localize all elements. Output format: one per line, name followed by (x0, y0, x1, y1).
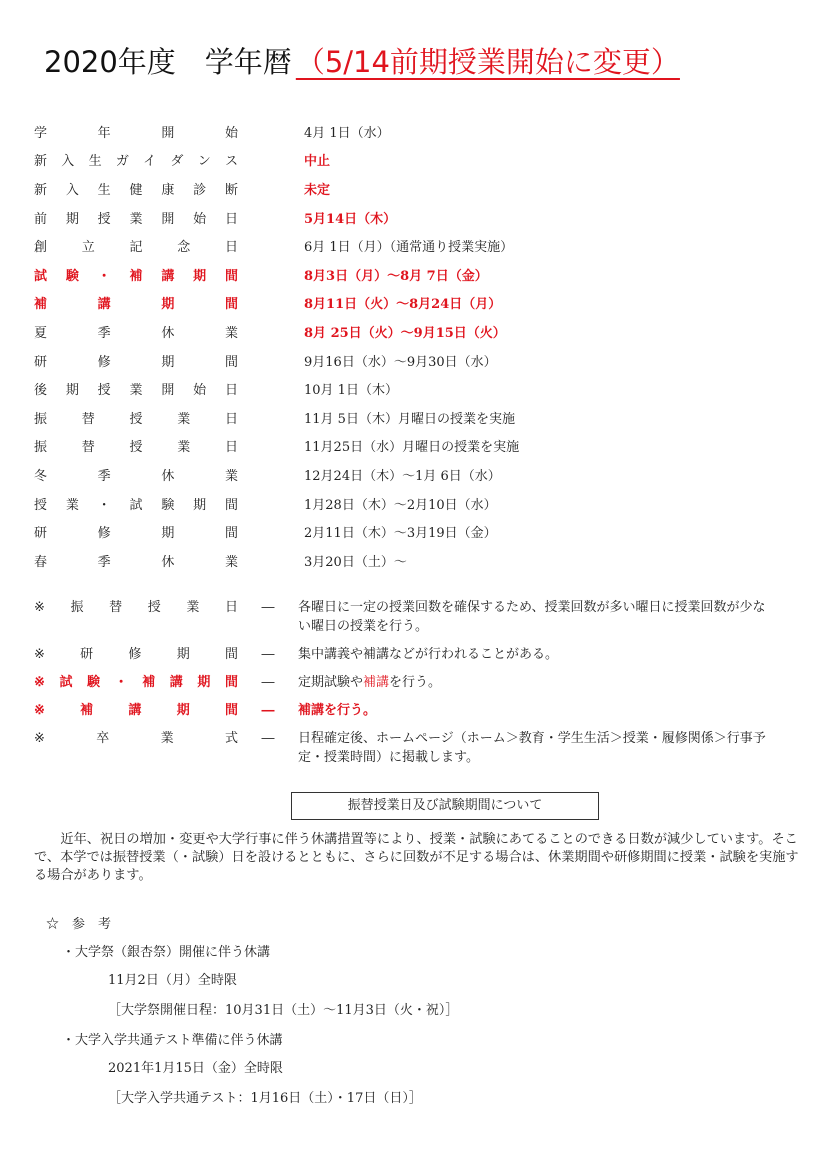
note-label-char: 修 (128, 647, 142, 662)
note-row (34, 701, 768, 720)
schedule-row (34, 460, 519, 489)
schedule-label-char: 振 (34, 440, 48, 456)
schedule-label-char: 立 (81, 240, 95, 256)
schedule-row (34, 146, 519, 175)
schedule-value: 3月20日（土）～ (304, 554, 407, 570)
schedule-label-char: 験 (65, 268, 79, 284)
schedule-row (34, 174, 519, 203)
schedule-label-char: 業 (224, 554, 238, 570)
schedule-label-char: 生 (97, 182, 111, 198)
reference-item-1-detail: ［大学祭開催日程：10月31日（土）～11月3日（火・祝）］ (108, 1003, 459, 1018)
note-dash: ― (261, 675, 275, 690)
schedule-row (34, 117, 519, 146)
schedule-row (34, 403, 519, 432)
note-label-char: 卒 (96, 731, 110, 746)
schedule-label-char: ス (224, 154, 238, 170)
schedule-row (34, 517, 519, 546)
note-row (34, 673, 768, 692)
schedule-label-char: 期 (161, 526, 175, 542)
note-label-char: 間 (224, 675, 238, 690)
schedule-label-char: 日 (224, 411, 238, 427)
schedule-label-char: 季 (97, 325, 111, 341)
schedule-label-char: 春 (34, 554, 48, 570)
schedule-label-char: 日 (224, 383, 238, 399)
schedule-label-char: 補 (34, 297, 48, 313)
schedule-label-char: 替 (81, 411, 95, 427)
schedule-label-char: 修 (97, 526, 111, 542)
schedule-label-char: 開 (161, 383, 175, 399)
schedule-label-char: ダ (170, 154, 184, 170)
schedule-row (34, 489, 519, 518)
note-label-char: 授 (147, 600, 161, 615)
schedule-label-char: 期 (65, 211, 79, 227)
schedule-label-char: 期 (193, 497, 207, 513)
schedule-label-char: 講 (161, 268, 175, 284)
schedule-label-char: 期 (65, 383, 79, 399)
note-label-char: 期 (176, 703, 190, 718)
note-label-char: 試 (59, 675, 73, 690)
reference-item-2-detail: ［大学入学共通テスト：1月16日（土）・17日（日）］ (108, 1091, 422, 1106)
schedule-label-char: 年 (97, 125, 111, 141)
explanation-paragraph: 近年、祝日の増加・変更や大学行事に伴う休講措置等により、授業・試験にあてることのできる日数が減少しています。そこで、本学では振替授業（・試験）日を設けるとともに、さらに回数が不足する場合は、休業期間や研修期間に授業・試験を実施する場合があります。 (34, 832, 799, 883)
note-text: 各曜日に一定の授業回数を確保するため、授業回数が多い曜日に授業回数が少ない曜日の授業を行う。 (298, 600, 766, 634)
notes-list (34, 598, 768, 776)
schedule-value: 6月 1日（月）（通常通り授業実施） (304, 240, 514, 256)
schedule-label (34, 408, 238, 427)
schedule-label-char: 始 (224, 125, 238, 141)
schedule-label-char: 業 (224, 468, 238, 484)
schedule-label (34, 465, 238, 484)
schedule-value: 12月24日（木）～1月 6日（水） (304, 468, 501, 484)
schedule-label-char: 新 (34, 154, 48, 170)
schedule-label-char: 試 (129, 497, 143, 513)
schedule-label-char: 日 (224, 440, 238, 456)
reference-section (46, 913, 458, 1117)
note-label-char: 講 (169, 675, 183, 690)
schedule-label-char: 間 (224, 354, 238, 370)
schedule-label-char: 念 (177, 240, 191, 256)
schedule-value: 1月28日（木）～2月10日（水） (304, 497, 497, 513)
schedule-label-char: 期 (193, 268, 207, 284)
schedule-label-char: 入 (61, 154, 75, 170)
note-text: 定期試験や補講を行う。 (298, 675, 442, 690)
note-label-char: 研 (80, 647, 94, 662)
schedule-label-char: 康 (161, 182, 175, 198)
schedule-label-char: 開 (161, 211, 175, 227)
schedule-value: 2月11日（木）～3月19日（金） (304, 526, 497, 542)
schedule-label-char: 始 (193, 383, 207, 399)
note-label-char: 期 (197, 675, 211, 690)
schedule-row (34, 231, 519, 260)
schedule-row (34, 546, 519, 575)
schedule-label-char: 始 (193, 211, 207, 227)
schedule-label (34, 436, 238, 455)
note-dash: ― (261, 647, 275, 662)
schedule-label (34, 293, 238, 312)
schedule-label-char: 入 (65, 182, 79, 198)
reference-item-2-date: 2021年1月15日（金）全時限 (108, 1061, 283, 1076)
note-label (34, 729, 238, 767)
schedule-label-char: 後 (34, 383, 48, 399)
page-title (44, 40, 680, 80)
schedule-row (34, 289, 519, 318)
note-label-char: ※ (34, 600, 45, 615)
schedule-label-char: 間 (224, 526, 238, 542)
schedule-label-char: 講 (97, 297, 111, 313)
schedule-value: 11月 5日（木）月曜日の授業を実施 (304, 411, 515, 427)
schedule-label-char: 授 (129, 440, 143, 456)
schedule-label-char: 新 (34, 182, 48, 198)
note-label-char: 式 (224, 731, 238, 746)
note-label-char: ※ (34, 703, 45, 718)
note-label-char: 振 (70, 600, 84, 615)
schedule-label (34, 208, 238, 227)
schedule-value: 8月11日（火）～8月24日（月） (304, 297, 502, 313)
note-text: 日程確定後、ホームページ（ホーム＞教育・学生生活＞授業・履修関係＞行事予定・授業時間）に掲載します。 (298, 731, 766, 765)
schedule-label-char: ・ (97, 497, 111, 513)
note-dash: ― (261, 703, 275, 718)
schedule-row (34, 260, 519, 289)
schedule-label (34, 179, 238, 198)
note-label-char: 替 (109, 600, 123, 615)
schedule-label-char: 夏 (34, 325, 48, 341)
note-row (34, 645, 768, 664)
note-label (34, 701, 238, 720)
schedule-row (34, 346, 519, 375)
schedule-label-char: 期 (161, 354, 175, 370)
title-change-note: （5/14前期授業開始に変更） (295, 45, 680, 79)
schedule-label (34, 351, 238, 370)
schedule-label-char: 業 (177, 440, 191, 456)
note-label-char: 間 (224, 703, 238, 718)
schedule-row (34, 203, 519, 232)
schedule-label-char: 研 (34, 354, 48, 370)
schedule-label-char: 授 (34, 497, 48, 513)
title-main: 2020年度 学年暦 (44, 45, 292, 79)
schedule-label-char: 業 (129, 211, 143, 227)
schedule-value: 4月 1日（水） (304, 125, 390, 141)
schedule-value: 10月 1日（木） (304, 383, 398, 399)
schedule-label-char: 業 (129, 383, 143, 399)
schedule-label-char: 休 (161, 554, 175, 570)
note-label-char: 補 (142, 675, 156, 690)
schedule-label (34, 522, 238, 541)
note-row (34, 598, 768, 636)
note-label (34, 598, 238, 636)
boxed-heading: 振替授業日及び試験期間について (291, 792, 599, 820)
schedule-label-char: 間 (224, 297, 238, 313)
schedule-label-char: 間 (224, 268, 238, 284)
schedule-label-char: ガ (115, 154, 129, 170)
schedule-label-char: 授 (97, 383, 111, 399)
note-text-highlight: 補講 (363, 675, 390, 690)
schedule-label-char: 業 (65, 497, 79, 513)
reference-heading: ☆ 参 考 (46, 917, 112, 932)
schedule-label (34, 150, 238, 169)
note-label-char: 補 (80, 703, 94, 718)
schedule-label-char: 休 (161, 468, 175, 484)
schedule-label-char: 授 (97, 211, 111, 227)
note-label-char: 間 (224, 647, 238, 662)
schedule-label-char: 前 (34, 211, 48, 227)
schedule-value: 中止 (304, 154, 331, 170)
schedule-value: 未定 (304, 182, 331, 198)
schedule-label-char: 日 (224, 240, 238, 256)
schedule-label-char: 間 (224, 497, 238, 513)
note-label-char: 期 (176, 647, 190, 662)
schedule-label-char: 開 (161, 125, 175, 141)
schedule-label-char: 振 (34, 411, 48, 427)
schedule-table (34, 117, 519, 575)
note-label-char: 験 (87, 675, 101, 690)
schedule-label (34, 551, 238, 570)
note-label-char: ※ (34, 647, 45, 662)
schedule-label-char: 業 (177, 411, 191, 427)
note-label (34, 673, 238, 692)
schedule-label-char: 冬 (34, 468, 48, 484)
reference-item-1-title: ・大学祭（銀杏祭）開催に伴う休講 (62, 945, 271, 960)
schedule-value: 9月16日（水）～9月30日（水） (304, 354, 497, 370)
schedule-label-char: 創 (34, 240, 48, 256)
schedule-label-char: 日 (224, 211, 238, 227)
schedule-row (34, 432, 519, 461)
note-label-char: 業 (160, 731, 174, 746)
schedule-label-char: 記 (129, 240, 143, 256)
note-dash: ― (261, 731, 275, 746)
schedule-value: 8月3日（月）～8月 7日（金） (304, 268, 488, 284)
schedule-label-char: 診 (193, 182, 207, 198)
schedule-label-char: 休 (161, 325, 175, 341)
schedule-label (34, 322, 238, 341)
schedule-label (34, 379, 238, 398)
schedule-label (34, 265, 238, 284)
schedule-label-char: 期 (161, 297, 175, 313)
note-label-char: ※ (34, 731, 45, 746)
schedule-label-char: イ (143, 154, 157, 170)
schedule-label (34, 122, 238, 141)
schedule-label-char: 業 (224, 325, 238, 341)
note-label (34, 645, 238, 664)
note-label-char: ・ (114, 675, 128, 690)
note-label-char: 業 (186, 600, 200, 615)
note-label-char: ※ (34, 675, 45, 690)
reference-item-1-date: 11月2日（月）全時限 (108, 973, 237, 988)
note-text: 補講を行う。 (298, 703, 377, 718)
schedule-row (34, 374, 519, 403)
schedule-label-char: ン (197, 154, 211, 170)
note-dash: ― (261, 600, 275, 615)
schedule-label-char: 試 (34, 268, 48, 284)
schedule-label-char: 修 (97, 354, 111, 370)
note-label-char: 講 (128, 703, 142, 718)
schedule-value: 8月 25日（火）～9月15日（火） (304, 325, 506, 341)
schedule-value: 11月25日（水）月曜日の授業を実施 (304, 440, 520, 456)
note-label-char: 日 (224, 600, 238, 615)
schedule-label-char: 学 (34, 125, 48, 141)
schedule-label (34, 236, 238, 255)
schedule-label-char: 季 (97, 468, 111, 484)
schedule-row (34, 317, 519, 346)
schedule-label-char: 験 (161, 497, 175, 513)
note-text: 集中講義や補講などが行われることがある。 (298, 647, 559, 662)
reference-item-2-title: ・大学入学共通テスト準備に伴う休講 (62, 1033, 283, 1048)
schedule-label-char: 断 (224, 182, 238, 198)
schedule-label-char: 授 (129, 411, 143, 427)
schedule-label (34, 494, 238, 513)
schedule-label-char: 健 (129, 182, 143, 198)
schedule-label-char: 季 (97, 554, 111, 570)
schedule-label-char: ・ (97, 268, 111, 284)
schedule-label-char: 補 (129, 268, 143, 284)
note-row (34, 729, 768, 767)
schedule-label-char: 生 (88, 154, 102, 170)
schedule-label-char: 替 (81, 440, 95, 456)
schedule-value: 5月14日（木） (304, 211, 397, 227)
schedule-label-char: 研 (34, 526, 48, 542)
